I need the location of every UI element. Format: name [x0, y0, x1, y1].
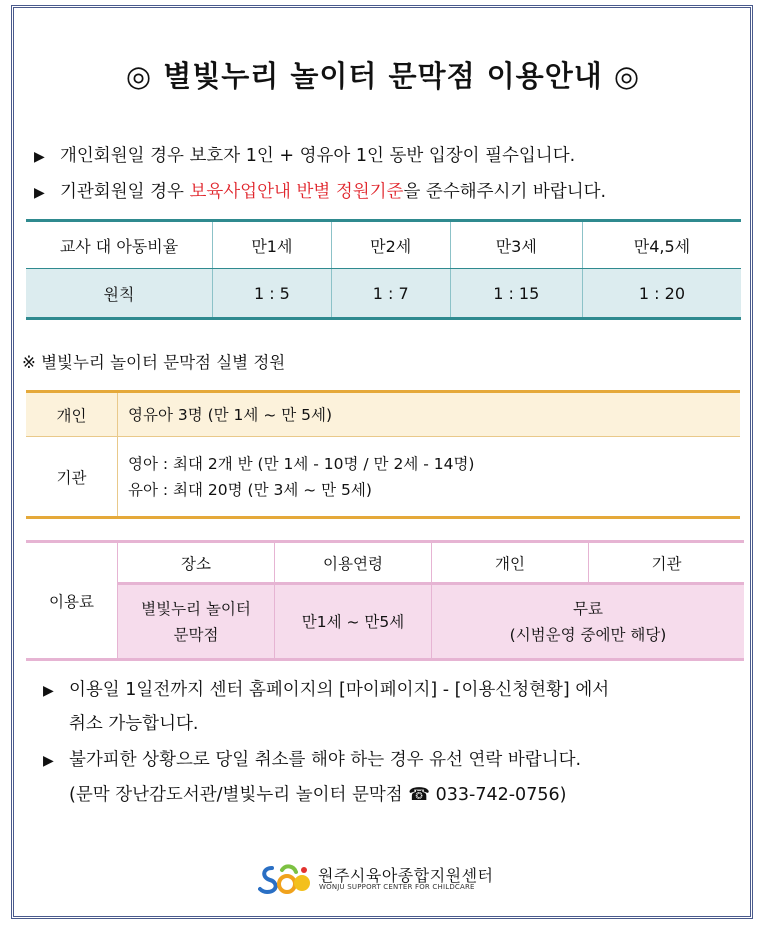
note-sameday: [43, 746, 581, 771]
center-logo: [258, 862, 498, 898]
ratio-table: [26, 219, 741, 320]
fee-header-cell: 장소: [118, 542, 275, 584]
fee-body-row: [26, 584, 744, 660]
capacity-label: 개인: [26, 392, 118, 437]
fee-age-cell: 만1세 ~ 만5세: [275, 584, 432, 660]
bullet-text: 개인회원일 경우 보호자 1인 + 영유아 1인 동반 입장이 필수입니다.: [60, 146, 576, 166]
capacity-value: [118, 437, 741, 518]
note-contact: (문막 장난감도서관/별빛누리 놀이터 문막점 ☎ 033-742-0756): [69, 785, 567, 805]
fee-place-line: 별빛누리 놀이터: [141, 599, 251, 618]
fee-amount: 무료: [573, 599, 603, 618]
capacity-row-institution: [26, 437, 740, 518]
note-cancel-cont: 취소 가능합니다.: [69, 714, 199, 734]
bullet-text-before: 기관회원일 경우: [60, 182, 190, 202]
fee-amount-cell: [432, 584, 745, 660]
ratio-header-cell: 만2세: [331, 221, 450, 269]
ratio-cell: 1 : 7: [331, 269, 450, 319]
bullet-institution: [34, 178, 606, 203]
center-logo-icon: [258, 862, 314, 898]
logo-korean-name: 원주시육아종합지원센터: [318, 866, 494, 885]
capacity-row-individual: [26, 392, 740, 437]
ratio-cell: 1 : 5: [213, 269, 332, 319]
ratio-cell: 1 : 20: [582, 269, 741, 319]
ratio-header-row: [26, 221, 741, 269]
fee-header-cell: 기관: [589, 542, 745, 584]
ratio-cell: 1 : 15: [450, 269, 582, 319]
triangle-bullet-icon: ▶: [34, 185, 45, 201]
capacity-line: 유아 : 최대 20명 (만 3세 ~ 만 5세): [128, 480, 372, 499]
note-cancel: [43, 676, 609, 701]
fee-place-line: 문막점: [173, 625, 219, 644]
bullet-individual: [34, 142, 575, 167]
fee-table: [26, 540, 744, 661]
ratio-header-cell: 교사 대 아동비율: [26, 221, 213, 269]
ratio-header-cell: 만4,5세: [582, 221, 741, 269]
triangle-bullet-icon: ▶: [43, 753, 54, 769]
logo-english-name: WONJU SUPPORT CENTER FOR CHILDCARE: [319, 883, 475, 891]
ratio-header-cell: 만1세: [213, 221, 332, 269]
triangle-bullet-icon: ▶: [43, 683, 54, 699]
ratio-body-row: [26, 269, 741, 319]
note-text: 불가피한 상황으로 당일 취소를 해야 하는 경우 유선 연락 바랍니다.: [69, 750, 582, 770]
fee-amount-note: (시범운영 중에만 해당): [509, 625, 667, 644]
bullet-highlight: 보육사업안내 반별 정원기준: [189, 182, 404, 202]
capacity-line: 영아 : 최대 2개 반 (만 1세 - 10명 / 만 2세 - 14명): [128, 454, 475, 473]
triangle-bullet-icon: ▶: [34, 149, 45, 165]
bullet-text-after: 을 준수해주시기 바랍니다.: [403, 182, 607, 202]
page-title: ◎ 별빛누리 놀이터 문막점 이용안내 ◎: [125, 59, 641, 93]
capacity-label: 기관: [26, 437, 118, 518]
capacity-value: 영유아 3명 (만 1세 ~ 만 5세): [128, 405, 333, 424]
capacity-title: ※ 별빛누리 놀이터 문막점 실별 정원: [22, 353, 286, 372]
fee-label: 이용료: [26, 542, 118, 660]
capacity-table: [26, 390, 740, 519]
note-text: 이용일 1일전까지 센터 홈페이지의 [마이페이지] - [이용신청현황] 에서: [69, 680, 610, 700]
fee-place-cell: [118, 584, 275, 660]
fee-header-cell: 이용연령: [275, 542, 432, 584]
ratio-cell: 원칙: [103, 284, 135, 304]
fee-header-cell: 개인: [432, 542, 589, 584]
ratio-header-cell: 만3세: [450, 221, 582, 269]
fee-header-row: [26, 542, 744, 584]
